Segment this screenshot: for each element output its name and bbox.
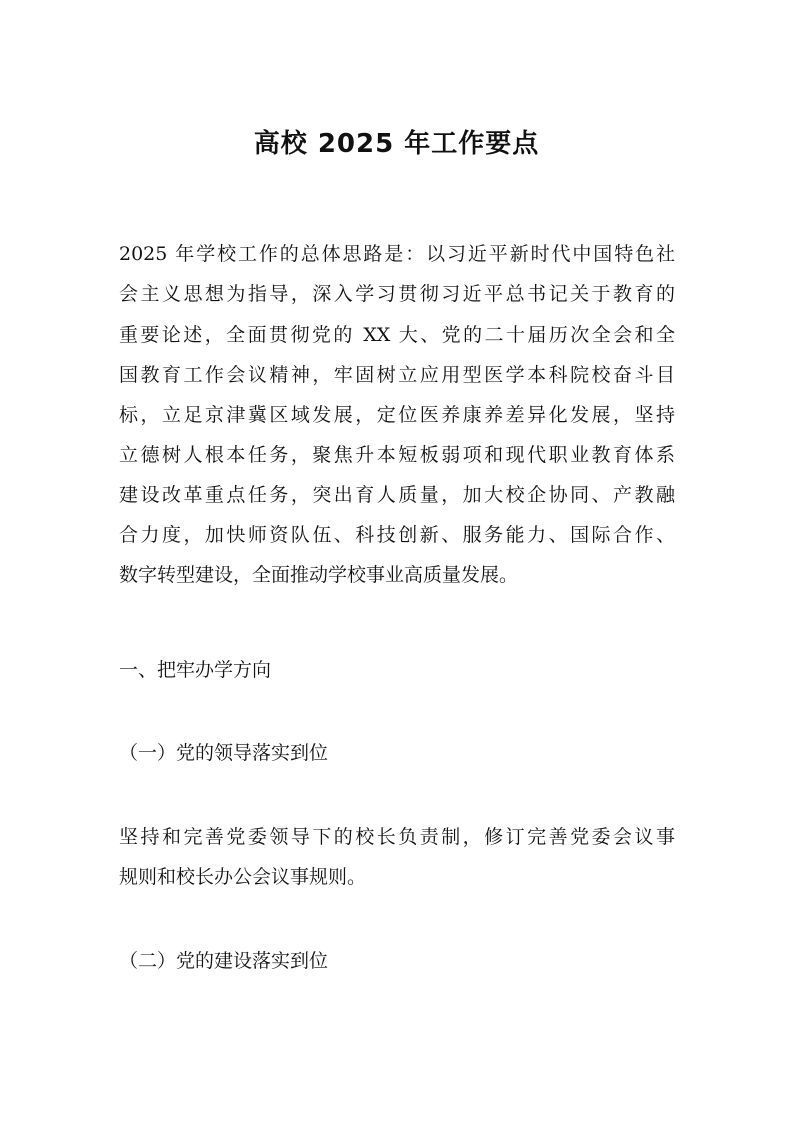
document-title: 高校 2025 年工作要点 <box>253 129 540 159</box>
intro-line-2: 会主义思想为指导，深入学习贯彻习近平总书记关于教育的 <box>119 283 675 305</box>
intro-line-1: 2025 年学校工作的总体思路是：以习近平新时代中国特色社 <box>119 243 675 265</box>
subsection-heading-2: （二）党的建设落实到位 <box>119 950 329 972</box>
intro-line-3: 重要论述，全面贯彻党的 XX 大、党的二十届历次全会和全 <box>119 324 675 346</box>
subsection-1-line-2: 规则和校长办公会议事规则。 <box>119 866 367 888</box>
intro-line-5: 标，立足京津冀区域发展，定位医养康养差异化发展，坚持 <box>119 404 675 426</box>
intro-line-6: 立德树人根本任务，聚焦升本短板弱项和现代职业教育体系 <box>119 444 675 466</box>
intro-line-7: 建设改革重点任务，突出育人质量，加大校企协同、产教融 <box>119 484 675 506</box>
intro-line-4: 国教育工作会议精神，牢固树立应用型医学本科院校奋斗目 <box>119 364 675 386</box>
intro-line-8: 合力度，加快师资队伍、科技创新、服务能力、国际合作、 <box>119 524 675 546</box>
subsection-heading-1: （一）党的领导落实到位 <box>119 742 329 764</box>
subsection-1-line-1: 坚持和完善党委领导下的校长负责制，修订完善党委会议事 <box>119 826 675 848</box>
section-heading-1: 一、把牢办学方向 <box>119 659 272 681</box>
intro-line-9: 数字转型建设，全面推动学校事业高质量发展。 <box>119 564 519 586</box>
